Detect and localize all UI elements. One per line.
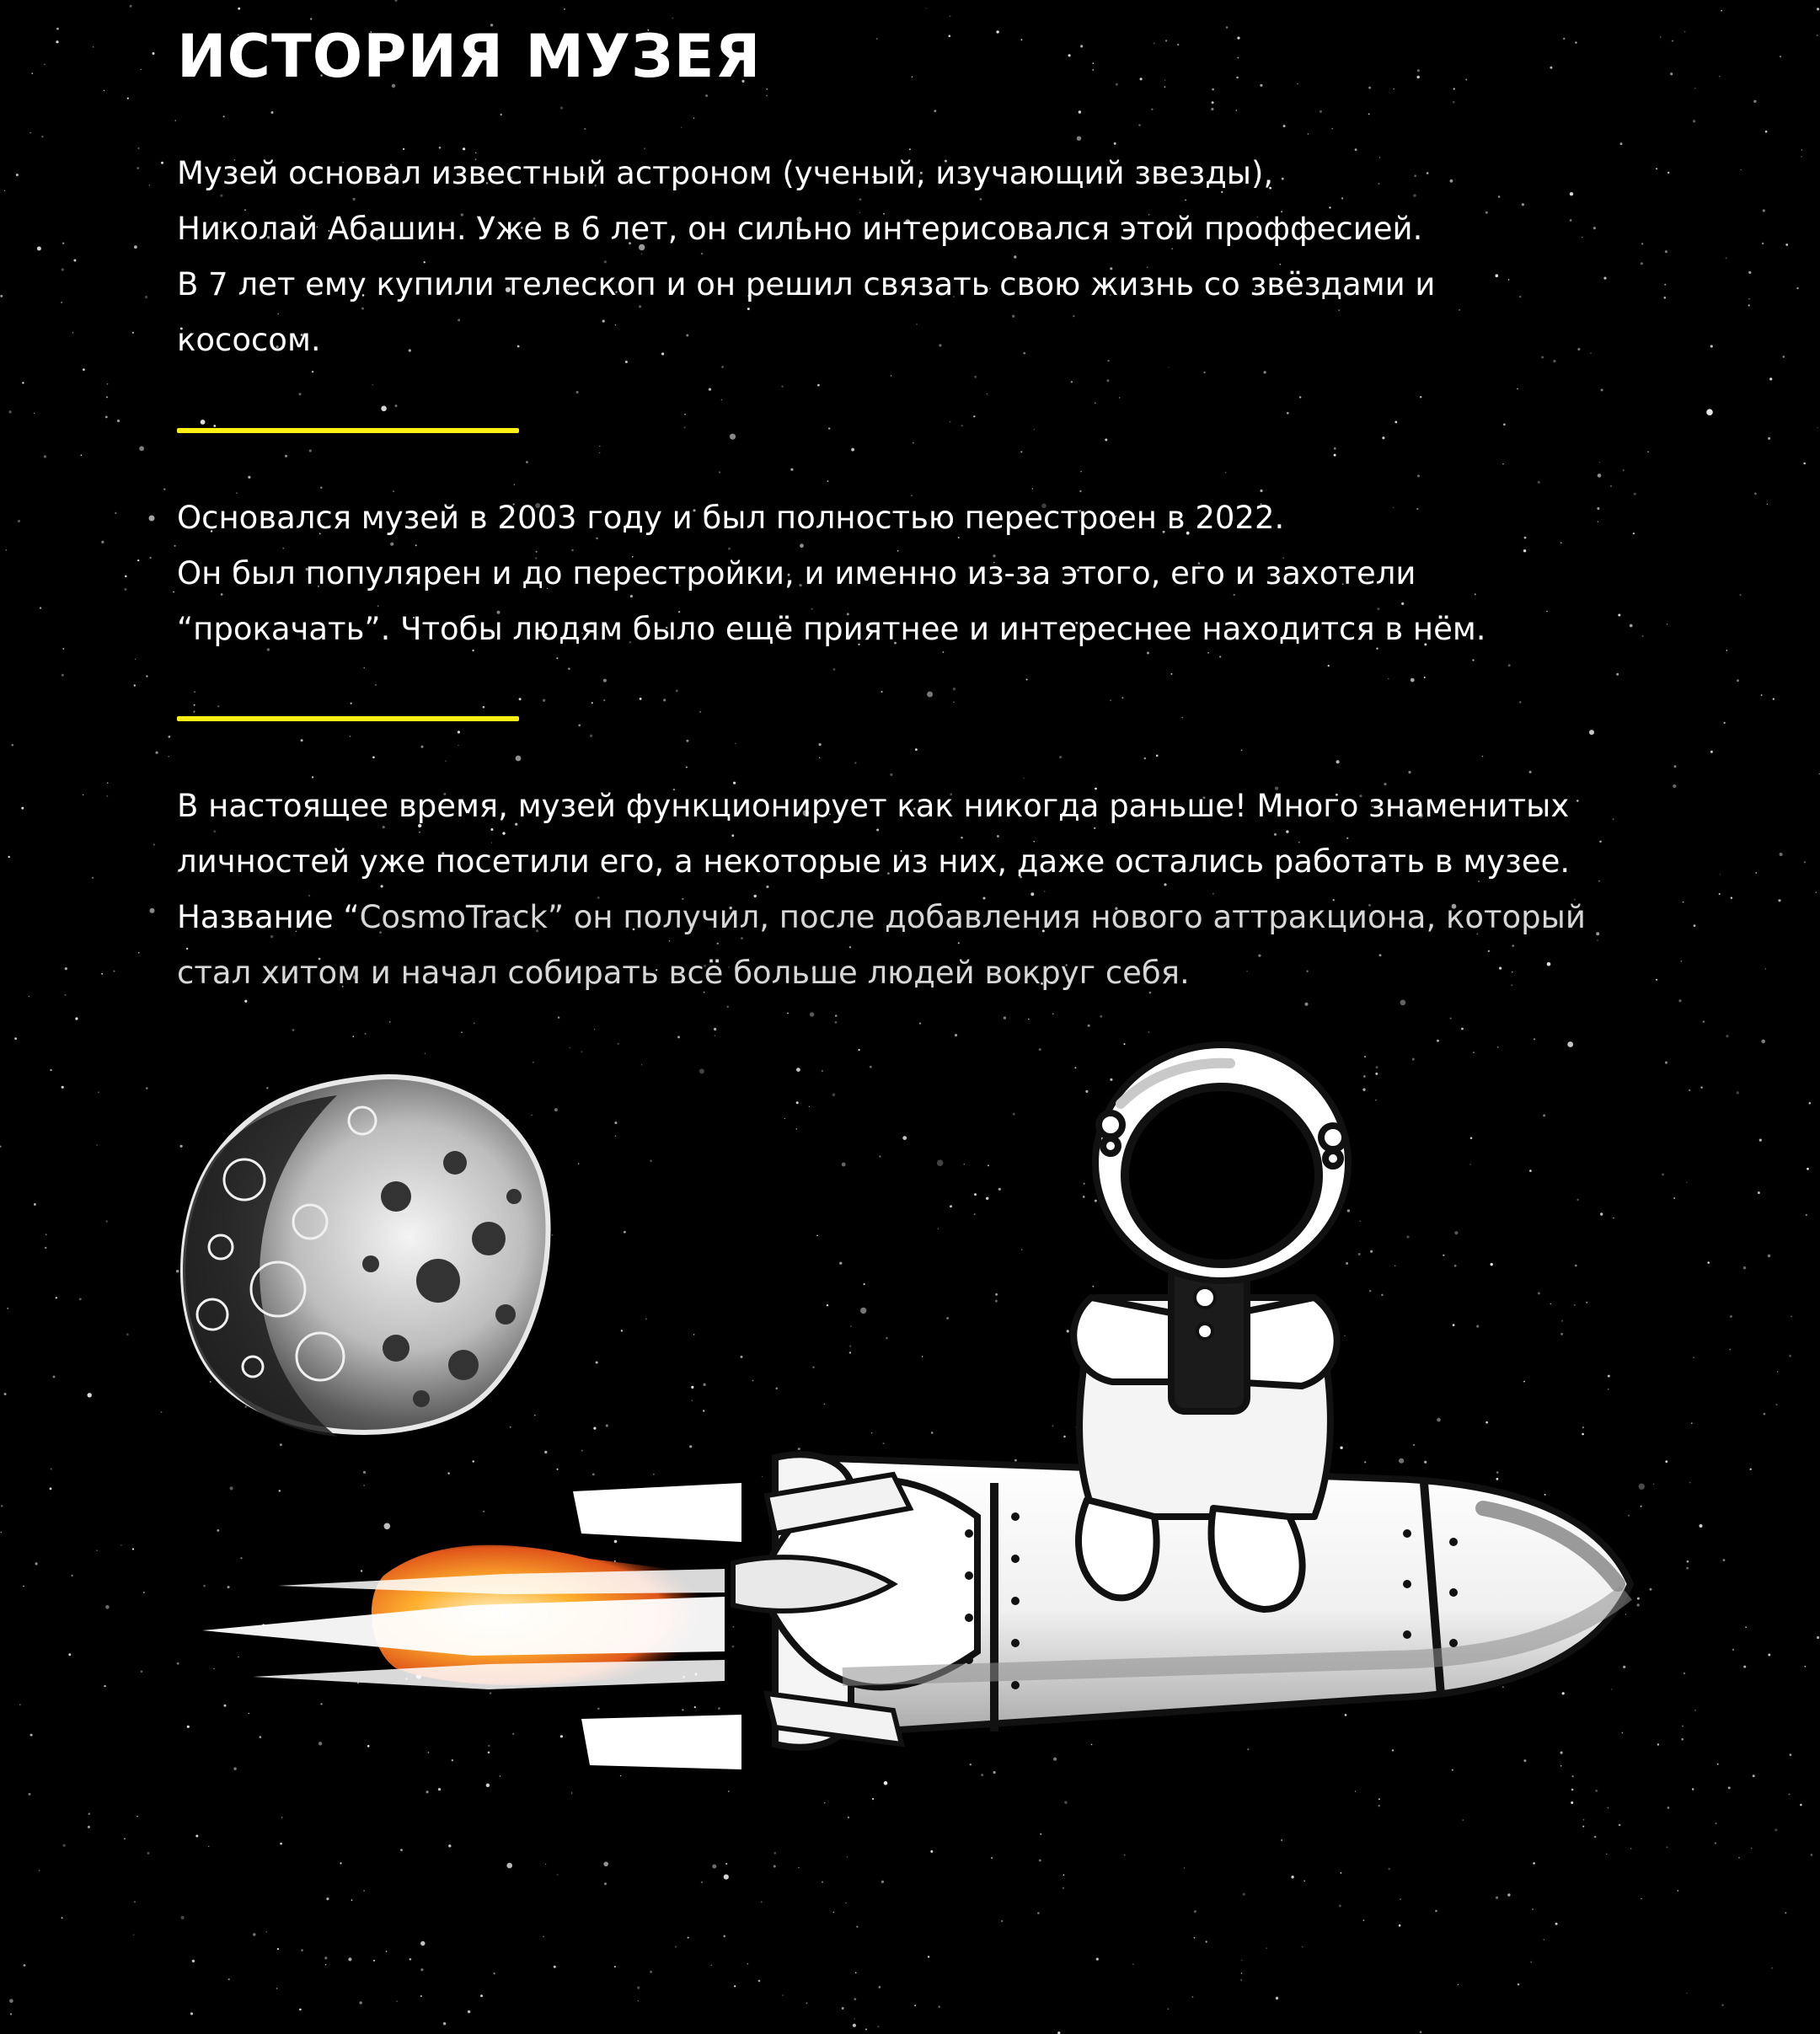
- yellow-divider: [177, 716, 519, 721]
- rocket-exhaust: [202, 1483, 741, 1769]
- history-paragraph-rebuild: [177, 490, 1486, 657]
- paragraph-line: личностей уже посетили его, а некоторые из них, даже остались работать в музее.: [177, 843, 1571, 880]
- paragraph-line: Музей основал известный астроном (ученый, изучающий звезды),: [177, 155, 1274, 191]
- paragraph-line: “прокачать”. Чтобы людям было ещё приятнее и интереснее находится в нём.: [177, 611, 1486, 647]
- paragraph-line: Николай Абашин. Уже в 6 лет, он сильно интерисовался этой проффесией.: [177, 211, 1423, 247]
- paragraph-line: В настоящее время, музей функционирует как никогда раньше! Много знаменитых: [177, 788, 1570, 824]
- paragraph-line: Он был популярен и до перестройки, и именно из-за этого, его и захотели: [177, 555, 1416, 591]
- moon-illustration: [183, 1077, 549, 1437]
- paragraph-line: стал хитом и начал собирать всё больше людей вокруг себя.: [177, 955, 1190, 991]
- paragraph-line: Основался музей в 2003 году и был полностью перестроен в 2022.: [177, 500, 1285, 536]
- yellow-divider: [177, 428, 519, 433]
- space-illustration: [0, 1036, 1820, 1854]
- paragraph-line: [177, 890, 1586, 945]
- bold-fragment: Название “: [177, 899, 360, 935]
- paragraph-line: кососом.: [177, 322, 321, 358]
- light-fragment: CosmoTrack” он получил, после добавления нового аттракциона, который: [359, 899, 1586, 935]
- history-paragraph-founder: [177, 146, 1435, 368]
- section-title: ИСТОРИЯ МУЗЕЯ: [177, 22, 762, 91]
- history-paragraph-present: [177, 779, 1586, 1001]
- paragraph-line: В 7 лет ему купили телескоп и он решил связать свою жизнь со звёздами и: [177, 266, 1436, 302]
